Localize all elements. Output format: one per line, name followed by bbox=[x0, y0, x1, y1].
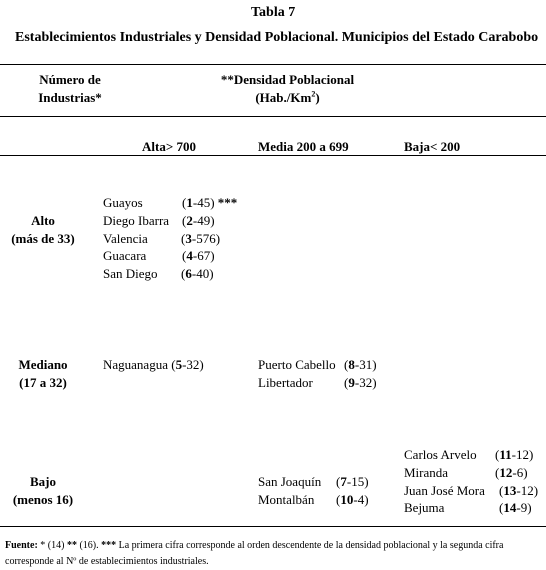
list-item: Montalbán (10-4) bbox=[258, 491, 369, 507]
table-title: Establecimientos Industriales y Densidad Poblacional. Municipios del Estado Carabobo bbox=[15, 30, 539, 45]
list-item: Puerto Cabello (8-31) bbox=[258, 357, 377, 372]
header-industries-line1: Número de bbox=[39, 72, 101, 87]
list-item: Juan José Mora (13-12) bbox=[404, 482, 539, 498]
footnote-line1: Fuente: * (14) ** (16). *** La primera cifra corresponde al orden descendente de la densidad poblacional y la segunda cifra bbox=[5, 540, 504, 551]
list-item: Miranda (12-6) bbox=[404, 464, 528, 480]
top-rule bbox=[0, 64, 546, 65]
list-item: Valencia (3-576) bbox=[103, 230, 221, 246]
header-density-line1: **Densidad Poblacional bbox=[220, 72, 355, 87]
header-industries-line2: Industrias* bbox=[38, 90, 102, 105]
list-item: Naguanagua (5-32) bbox=[103, 357, 204, 372]
mediano-mid-list bbox=[258, 356, 377, 392]
footnote-line2: corresponde al Nº de establecimientos industriales. bbox=[5, 556, 209, 567]
bajo-low-list bbox=[404, 446, 539, 517]
table-number: Tabla 7 bbox=[251, 5, 296, 20]
subheader-low: Baja< 200 bbox=[404, 139, 461, 154]
row-label-alto: Alto (más de 33) bbox=[11, 213, 75, 246]
list-item: Guacara (4-67) bbox=[103, 248, 215, 264]
list-item: Libertador (9-32) bbox=[258, 374, 377, 390]
list-item: San Diego (6-40) bbox=[103, 266, 214, 282]
bajo-mid-list bbox=[258, 473, 369, 509]
mediano-high-list bbox=[103, 356, 204, 374]
row-label-mediano: Mediano (17 a 32) bbox=[18, 357, 68, 390]
list-item: Diego Ibarra (2-49) bbox=[103, 212, 215, 228]
bottom-rule bbox=[0, 526, 546, 527]
footnote bbox=[5, 538, 503, 570]
list-item: Bejuma (14-9) bbox=[404, 500, 532, 516]
list-item: Guayos (1-45) *** bbox=[103, 195, 238, 210]
subheader-high: Alta> 700 bbox=[142, 139, 196, 154]
subheader-mid: Media 200 a 699 bbox=[258, 139, 349, 154]
header-industries bbox=[24, 71, 116, 107]
header-density bbox=[200, 71, 375, 107]
header-rule bbox=[0, 116, 546, 117]
alto-high-list bbox=[103, 194, 238, 283]
row-label-bajo: Bajo (menos 16) bbox=[12, 474, 74, 507]
list-item: Carlos Arvelo (11-12) bbox=[404, 447, 534, 462]
list-item: San Joaquín (7-15) bbox=[258, 474, 369, 489]
subheader-rule bbox=[0, 155, 546, 156]
header-density-line2: (Hab./Km$^2$) bbox=[255, 89, 320, 105]
